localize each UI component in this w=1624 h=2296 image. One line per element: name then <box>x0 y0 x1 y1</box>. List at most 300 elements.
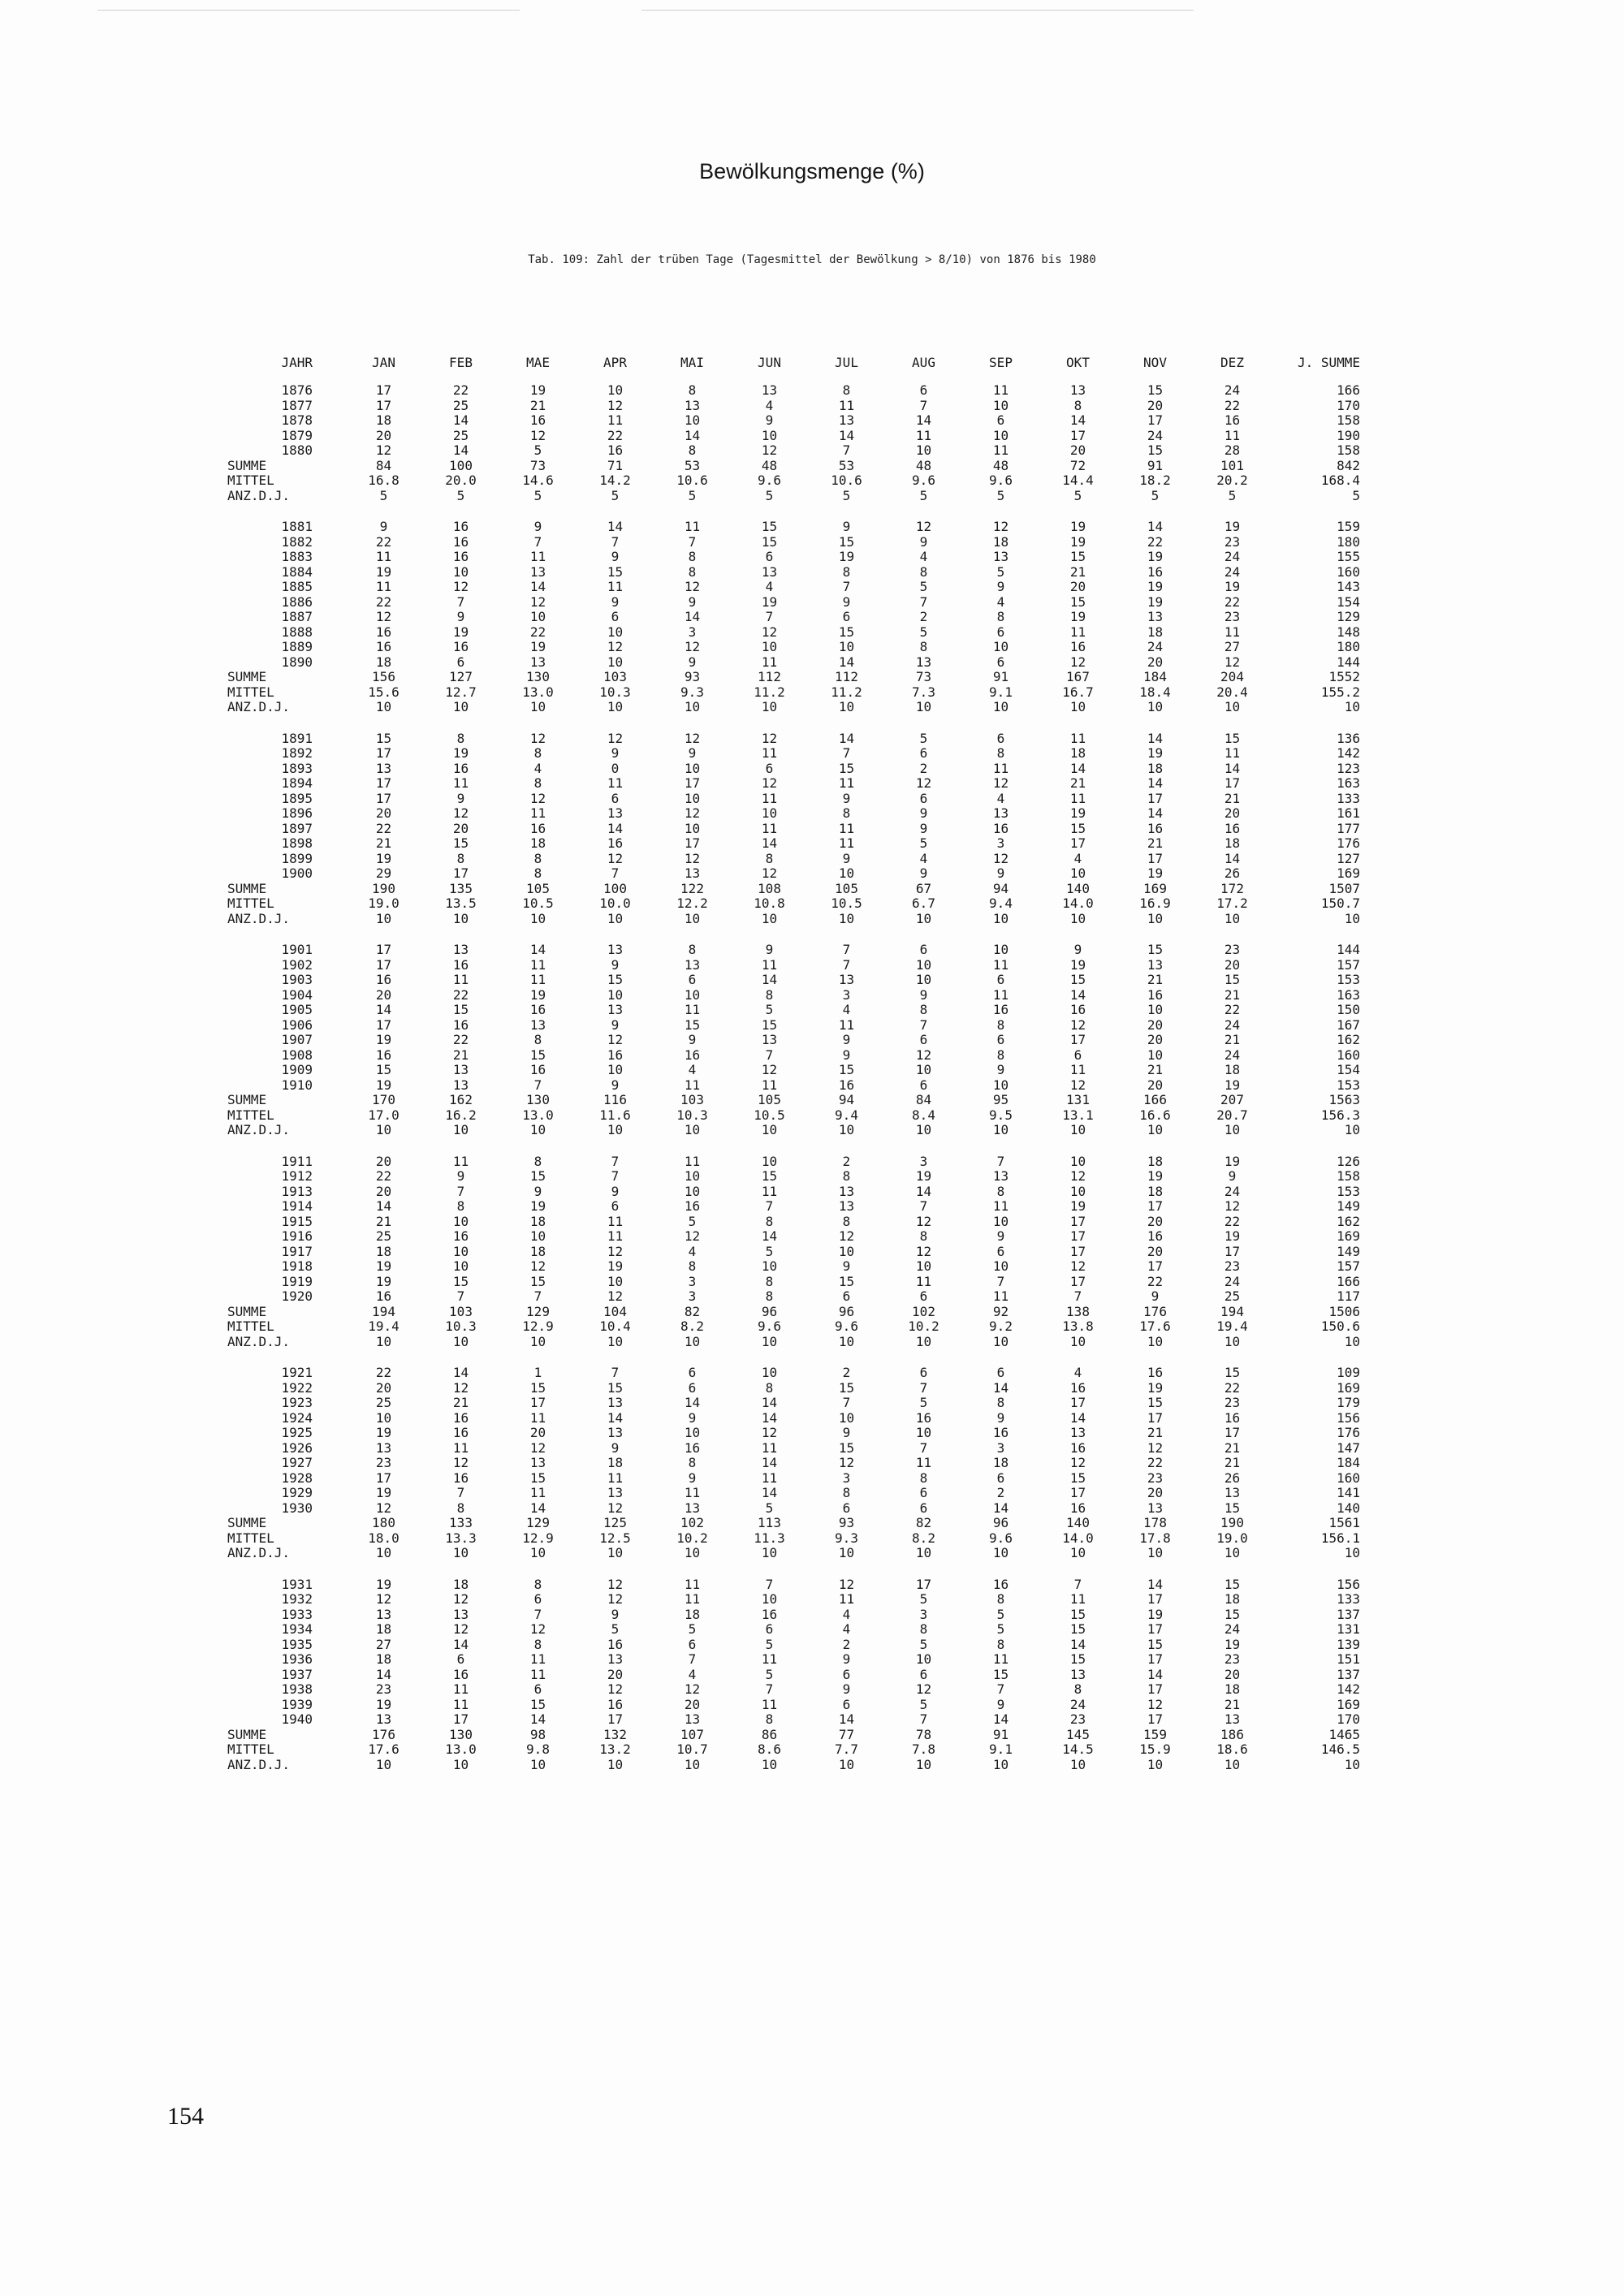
month-value-cell: 13 <box>607 1002 624 1017</box>
month-value-cell: 12 <box>452 805 469 821</box>
month-value-cell: 19 <box>375 1696 392 1712</box>
year-label: 1931 <box>281 1576 313 1592</box>
decade-block <box>227 943 1397 1138</box>
month-value-cell: 8 <box>688 1258 697 1274</box>
month-value-cell: 17 <box>1069 1243 1086 1259</box>
month-value-cell: 19.0 <box>368 896 400 911</box>
month-value-cell: 6 <box>842 1696 851 1712</box>
month-value-cell: 6 <box>996 654 1005 670</box>
month-value-cell: 12 <box>529 427 546 443</box>
annual-sum-cell: 10 <box>1344 1122 1360 1137</box>
month-value-cell: 16 <box>1147 1365 1164 1380</box>
month-value-cell: 19 <box>1224 579 1241 594</box>
month-value-cell: 10 <box>1069 699 1086 714</box>
month-value-cell: 17 <box>1147 1198 1164 1214</box>
month-value-cell: 17 <box>375 790 392 806</box>
month-value-cell: 6 <box>688 1379 697 1396</box>
month-value-cell: 13 <box>529 654 546 670</box>
month-value-cell: 14 <box>1069 760 1086 776</box>
month-value-cell: 10 <box>915 699 932 714</box>
month-value-cell: 10 <box>761 1365 778 1380</box>
month-value-cell: 10 <box>992 427 1009 443</box>
month-value-cell: 26 <box>1224 865 1241 881</box>
column-header: SEP <box>989 355 1013 370</box>
month-value-cell: 17 <box>1147 1621 1164 1637</box>
month-value-cell: 12 <box>607 1032 624 1047</box>
month-value-cell: 15 <box>1224 730 1241 746</box>
year-row <box>227 806 1397 822</box>
month-value-cell: 10 <box>452 1213 469 1229</box>
month-value-cell: 10.8 <box>754 896 785 911</box>
year-row <box>227 1441 1397 1457</box>
annual-sum-cell: 123 <box>1337 760 1360 776</box>
summary-label: SUMME <box>227 1092 267 1107</box>
column-header: JUN <box>758 355 781 370</box>
month-value-cell: 5 <box>996 1621 1005 1637</box>
month-value-cell: 7 <box>919 593 928 610</box>
summary-row <box>227 1305 1397 1320</box>
month-value-cell: 8 <box>996 1636 1005 1652</box>
month-value-cell: 6 <box>919 1485 928 1500</box>
month-value-cell: 24 <box>1224 1621 1241 1637</box>
month-value-cell: 95 <box>992 1092 1009 1107</box>
annual-sum-cell: 143 <box>1337 579 1360 594</box>
month-value-cell: 14.0 <box>1062 1530 1094 1546</box>
page-title: Bewölkungsmenge (%) <box>699 159 925 183</box>
month-value-cell: 10 <box>452 1258 469 1274</box>
annual-sum-cell: 160 <box>1337 1470 1360 1486</box>
annual-sum-cell: 150.6 <box>1320 1318 1360 1334</box>
summary-row <box>227 912 1397 927</box>
month-value-cell: 7 <box>456 1183 465 1199</box>
year-label: 1892 <box>281 745 313 761</box>
month-value-cell: 13.0 <box>522 684 554 700</box>
year-row <box>227 1622 1397 1638</box>
month-value-cell: 10.3 <box>599 684 631 700</box>
year-row <box>227 580 1397 595</box>
month-value-cell: 15 <box>1224 972 1241 987</box>
month-value-cell: 12 <box>838 1228 855 1244</box>
month-value-cell: 12 <box>915 519 932 534</box>
month-value-cell: 15 <box>761 1168 778 1184</box>
month-value-cell: 12 <box>375 1500 392 1516</box>
annual-sum-cell: 157 <box>1337 956 1360 973</box>
month-value-cell: 4 <box>1073 850 1082 866</box>
month-value-cell: 16 <box>452 533 469 550</box>
month-value-cell: 8 <box>919 1470 928 1486</box>
month-value-cell: 19 <box>607 1258 624 1274</box>
annual-sum-cell: 149 <box>1337 1243 1360 1259</box>
month-value-cell: 17 <box>452 865 469 881</box>
month-value-cell: 11 <box>761 956 778 973</box>
month-value-cell: 11 <box>761 790 778 806</box>
year-row <box>227 958 1397 973</box>
month-value-cell: 67 <box>915 880 932 896</box>
year-label: 1907 <box>281 1032 313 1047</box>
annual-sum-cell: 170 <box>1337 1711 1360 1727</box>
month-value-cell: 18.2 <box>1139 473 1171 488</box>
month-value-cell: 7 <box>919 1711 928 1727</box>
month-value-cell: 9 <box>379 519 388 534</box>
column-header: APR <box>603 355 627 370</box>
year-label: 1923 <box>281 1395 313 1410</box>
month-value-cell: 105 <box>835 880 858 896</box>
month-value-cell: 9.6 <box>912 473 935 488</box>
summary-label: MITTEL <box>227 684 274 700</box>
month-value-cell: 10 <box>992 1258 1009 1274</box>
month-value-cell: 13.1 <box>1062 1107 1094 1123</box>
month-value-cell: 7 <box>842 1395 851 1410</box>
month-value-cell: 10.3 <box>676 1107 708 1123</box>
month-value-cell: 5 <box>919 835 928 851</box>
annual-sum-cell: 10 <box>1344 1756 1360 1772</box>
summary-label: MITTEL <box>227 1530 274 1546</box>
annual-sum-cell: 1507 <box>1328 880 1360 896</box>
month-value-cell: 14 <box>761 1228 778 1244</box>
month-value-cell: 17 <box>1147 1591 1164 1607</box>
month-value-cell: 13.0 <box>522 1107 554 1123</box>
month-value-cell: 15 <box>838 760 855 776</box>
month-value-cell: 22 <box>375 593 392 610</box>
month-value-cell: 11.2 <box>831 684 862 700</box>
month-value-cell: 16 <box>992 1425 1009 1440</box>
month-value-cell: 5 <box>533 487 542 503</box>
month-value-cell: 11 <box>529 1651 546 1667</box>
month-value-cell: 11 <box>375 579 392 594</box>
month-value-cell: 12 <box>529 790 546 806</box>
month-value-cell: 12 <box>1069 1016 1086 1033</box>
month-value-cell: 10 <box>761 639 778 654</box>
month-value-cell: 19 <box>375 1077 392 1093</box>
year-row <box>227 1259 1397 1275</box>
month-value-cell: 9.3 <box>680 684 704 700</box>
year-row <box>227 399 1397 414</box>
annual-sum-cell: 163 <box>1337 775 1360 791</box>
month-value-cell: 26 <box>1224 1470 1241 1486</box>
year-label: 1887 <box>281 609 313 624</box>
month-value-cell: 16 <box>1147 563 1164 580</box>
month-value-cell: 10 <box>684 910 701 926</box>
month-value-cell: 91 <box>992 669 1009 684</box>
year-row <box>227 1289 1397 1305</box>
month-value-cell: 13 <box>529 563 546 580</box>
month-value-cell: 5 <box>1228 487 1237 503</box>
month-value-cell: 10 <box>1069 1153 1086 1169</box>
year-row <box>227 1275 1397 1290</box>
month-value-cell: 140 <box>1066 1515 1090 1530</box>
month-value-cell: 93 <box>684 669 701 684</box>
month-value-cell: 13 <box>607 1395 624 1410</box>
year-row <box>227 625 1397 641</box>
month-value-cell: 13 <box>761 563 778 580</box>
year-row <box>227 1366 1397 1381</box>
month-value-cell: 10 <box>838 1409 855 1426</box>
month-value-cell: 19 <box>1069 1198 1086 1214</box>
year-label: 1917 <box>281 1243 313 1259</box>
month-value-cell: 5 <box>1073 487 1082 503</box>
month-value-cell: 5 <box>611 487 620 503</box>
month-value-cell: 16 <box>452 519 469 534</box>
table-header-row <box>227 354 1397 372</box>
month-value-cell: 12 <box>761 1062 778 1077</box>
month-value-cell: 11 <box>992 1198 1009 1214</box>
year-label: 1933 <box>281 1606 313 1622</box>
month-value-cell: 10 <box>375 1756 392 1772</box>
month-value-cell: 10 <box>1147 1122 1164 1137</box>
month-value-cell: 2 <box>919 609 928 624</box>
month-value-cell: 11 <box>838 1016 855 1033</box>
annual-sum-cell: 184 <box>1337 1455 1360 1470</box>
month-value-cell: 10 <box>992 1213 1009 1229</box>
annual-sum-cell: 137 <box>1337 1666 1360 1682</box>
month-value-cell: 10 <box>375 699 392 714</box>
month-value-cell: 17.8 <box>1139 1530 1171 1546</box>
year-row <box>227 1668 1397 1683</box>
month-value-cell: 3 <box>842 1470 851 1486</box>
month-value-cell: 9 <box>996 1696 1005 1712</box>
month-value-cell: 17 <box>1069 1228 1086 1244</box>
month-value-cell: 12 <box>838 1576 855 1592</box>
month-value-cell: 14 <box>761 1409 778 1426</box>
month-value-cell: 11 <box>761 1470 778 1486</box>
summary-row <box>227 1335 1397 1350</box>
month-value-cell: 184 <box>1143 669 1167 684</box>
summary-label: ANZ.D.J. <box>227 1756 291 1772</box>
month-value-cell: 7 <box>456 1288 465 1304</box>
summary-label: ANZ.D.J. <box>227 487 291 503</box>
month-value-cell: 19.4 <box>368 1318 400 1334</box>
annual-sum-cell: 148 <box>1337 624 1360 640</box>
annual-sum-cell: 109 <box>1337 1365 1360 1380</box>
month-value-cell: 28 <box>1224 442 1241 458</box>
month-value-cell: 20.2 <box>1216 473 1248 488</box>
month-value-cell: 16 <box>452 760 469 776</box>
column-header: FEB <box>449 355 473 370</box>
annual-sum-cell: 158 <box>1337 442 1360 458</box>
month-value-cell: 2 <box>842 1636 851 1652</box>
year-row <box>227 1003 1397 1018</box>
month-value-cell: 113 <box>758 1515 781 1530</box>
month-value-cell: 9 <box>765 942 774 957</box>
month-value-cell: 10 <box>761 699 778 714</box>
month-value-cell: 9.8 <box>526 1741 550 1757</box>
month-value-cell: 12 <box>607 1500 624 1516</box>
month-value-cell: 12 <box>529 1621 546 1637</box>
month-value-cell: 12 <box>452 1455 469 1470</box>
month-value-cell: 18 <box>1224 835 1241 851</box>
month-value-cell: 14 <box>1069 412 1086 428</box>
month-value-cell: 112 <box>835 669 858 684</box>
month-value-cell: 14 <box>1147 775 1164 791</box>
month-value-cell: 4 <box>688 1243 697 1259</box>
month-value-cell: 17 <box>1069 1485 1086 1500</box>
month-value-cell: 16 <box>1147 1228 1164 1244</box>
month-value-cell: 156 <box>372 669 395 684</box>
year-label: 1883 <box>281 549 313 564</box>
month-value-cell: 15 <box>1069 1470 1086 1486</box>
month-value-cell: 7 <box>765 609 774 624</box>
month-value-cell: 9.6 <box>989 473 1013 488</box>
annual-sum-cell: 149 <box>1337 1198 1360 1214</box>
year-label: 1879 <box>281 427 313 443</box>
month-value-cell: 19 <box>1224 1636 1241 1652</box>
decade-block <box>227 520 1397 715</box>
month-value-cell: 5 <box>765 1666 774 1682</box>
month-value-cell: 170 <box>372 1092 395 1107</box>
month-value-cell: 16 <box>452 1016 469 1033</box>
year-row <box>227 776 1397 792</box>
month-value-cell: 21 <box>1069 563 1086 580</box>
decade-block <box>227 1577 1397 1773</box>
month-value-cell: 10 <box>838 865 855 881</box>
month-value-cell: 15 <box>1147 942 1164 957</box>
month-value-cell: 18 <box>375 1651 392 1667</box>
year-row <box>227 1698 1397 1713</box>
month-value-cell: 190 <box>1220 1515 1244 1530</box>
month-value-cell: 10 <box>761 805 778 821</box>
month-value-cell: 15 <box>1224 1365 1241 1380</box>
year-label: 1912 <box>281 1168 313 1184</box>
month-value-cell: 8 <box>919 639 928 654</box>
month-value-cell: 17 <box>1147 790 1164 806</box>
month-value-cell: 9 <box>842 593 851 610</box>
month-value-cell: 14 <box>529 1711 546 1727</box>
month-value-cell: 19 <box>1147 579 1164 594</box>
month-value-cell: 84 <box>915 1092 932 1107</box>
month-value-cell: 4 <box>533 760 542 776</box>
month-value-cell: 9 <box>688 1409 697 1426</box>
month-value-cell: 14 <box>684 1395 701 1410</box>
month-value-cell: 100 <box>603 880 627 896</box>
month-value-cell: 16 <box>607 835 624 851</box>
month-value-cell: 14 <box>529 942 546 957</box>
month-value-cell: 17 <box>684 775 701 791</box>
month-value-cell: 14 <box>607 519 624 534</box>
month-value-cell: 5 <box>765 1636 774 1652</box>
month-value-cell: 22 <box>1147 1455 1164 1470</box>
month-value-cell: 16 <box>1147 986 1164 1003</box>
year-row <box>227 1608 1397 1623</box>
summary-label: MITTEL <box>227 1318 274 1334</box>
month-value-cell: 21 <box>1069 775 1086 791</box>
annual-sum-cell: 129 <box>1337 609 1360 624</box>
month-value-cell: 102 <box>912 1303 935 1319</box>
month-value-cell: 21 <box>529 397 546 413</box>
month-value-cell: 13 <box>684 865 701 881</box>
month-value-cell: 14 <box>992 1379 1009 1396</box>
annual-sum-cell: 144 <box>1337 942 1360 957</box>
month-value-cell: 17 <box>375 1016 392 1033</box>
month-value-cell: 17 <box>375 745 392 761</box>
month-value-cell: 12 <box>452 1591 469 1607</box>
annual-sum-cell: 153 <box>1337 1183 1360 1199</box>
month-value-cell: 16 <box>684 1047 701 1063</box>
month-value-cell: 13 <box>1069 1425 1086 1440</box>
year-label: 1915 <box>281 1213 313 1229</box>
year-row <box>227 1063 1397 1078</box>
month-value-cell: 14 <box>375 1666 392 1682</box>
month-value-cell: 11 <box>838 775 855 791</box>
month-value-cell: 8 <box>456 850 465 866</box>
month-value-cell: 4 <box>919 549 928 564</box>
month-value-cell: 6 <box>996 972 1005 987</box>
month-value-cell: 12 <box>1147 1696 1164 1712</box>
annual-sum-cell: 169 <box>1337 1379 1360 1396</box>
month-value-cell: 10 <box>915 1651 932 1667</box>
decade-block <box>227 732 1397 927</box>
year-label: 1921 <box>281 1365 313 1380</box>
summary-label: ANZ.D.J. <box>227 910 291 926</box>
month-value-cell: 23 <box>1069 1711 1086 1727</box>
month-value-cell: 14 <box>761 1395 778 1410</box>
month-value-cell: 11 <box>992 986 1009 1003</box>
year-row <box>227 443 1397 459</box>
month-value-cell: 8 <box>842 1213 851 1229</box>
month-value-cell: 5 <box>919 1696 928 1712</box>
month-value-cell: 12 <box>375 1591 392 1607</box>
month-value-cell: 21 <box>452 1395 469 1410</box>
annual-sum-cell: 1506 <box>1328 1303 1360 1319</box>
month-value-cell: 19 <box>375 850 392 866</box>
month-value-cell: 19 <box>1147 593 1164 610</box>
month-value-cell: 9 <box>611 1183 620 1199</box>
month-value-cell: 10 <box>607 910 624 926</box>
month-value-cell: 23 <box>1224 1651 1241 1667</box>
month-value-cell: 10.2 <box>908 1318 939 1334</box>
month-value-cell: 14 <box>375 1198 392 1214</box>
annual-sum-cell: 842 <box>1337 457 1360 473</box>
month-value-cell: 11 <box>452 1696 469 1712</box>
month-value-cell: 10 <box>1147 1047 1164 1063</box>
month-value-cell: 10 <box>761 1153 778 1169</box>
month-value-cell: 11 <box>761 1439 778 1456</box>
annual-sum-cell: 158 <box>1337 412 1360 428</box>
month-value-cell: 17 <box>915 1576 932 1592</box>
month-value-cell: 10 <box>761 1258 778 1274</box>
month-value-cell: 10 <box>529 910 546 926</box>
annual-sum-cell: 160 <box>1337 563 1360 580</box>
month-value-cell: 138 <box>1066 1303 1090 1319</box>
month-value-cell: 27 <box>1224 639 1241 654</box>
decade-block <box>227 1366 1397 1561</box>
month-value-cell: 9.2 <box>989 1318 1013 1334</box>
month-value-cell: 6 <box>919 1032 928 1047</box>
month-value-cell: 12 <box>684 730 701 746</box>
month-value-cell: 13 <box>1147 956 1164 973</box>
month-value-cell: 20.0 <box>445 473 477 488</box>
month-value-cell: 22 <box>1224 1379 1241 1396</box>
month-value-cell: 16 <box>452 639 469 654</box>
month-value-cell: 10 <box>1147 1002 1164 1017</box>
year-row <box>227 429 1397 444</box>
month-value-cell: 13 <box>607 1425 624 1440</box>
month-value-cell: 6 <box>919 942 928 957</box>
month-value-cell: 10 <box>684 790 701 806</box>
summary-label: MITTEL <box>227 1107 274 1123</box>
year-label: 1910 <box>281 1077 313 1093</box>
month-value-cell: 9 <box>996 1409 1005 1426</box>
annual-sum-cell: 177 <box>1337 820 1360 836</box>
year-row <box>227 1638 1397 1653</box>
month-value-cell: 7 <box>611 533 620 550</box>
month-value-cell: 20 <box>1147 1485 1164 1500</box>
month-value-cell: 14 <box>529 1500 546 1516</box>
month-value-cell: 15 <box>1069 972 1086 987</box>
year-row <box>227 520 1397 535</box>
month-value-cell: 6 <box>919 1288 928 1304</box>
month-value-cell: 17 <box>375 382 392 398</box>
month-value-cell: 162 <box>449 1092 473 1107</box>
